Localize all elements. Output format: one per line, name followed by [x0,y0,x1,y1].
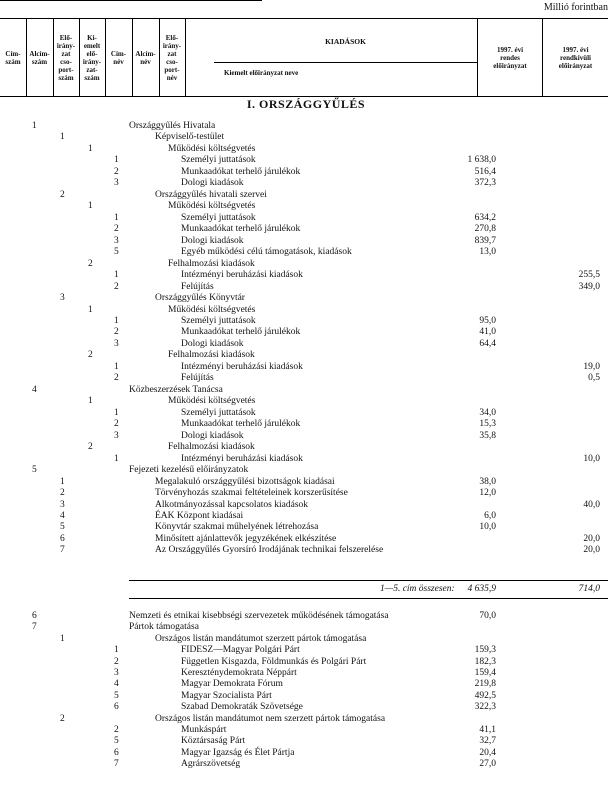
row-label: Törvényhozás szakmai feltételeinek korszerűsítése [155,488,348,499]
ki-number: 2 [114,656,119,667]
row-label: Nemzeti és etnikai kisebbségi szervezetek működésének támogatása [129,611,389,621]
value-1997-rendes: 95,0 [479,315,496,326]
elo-number: 2 [88,350,93,361]
value-1997-rendes: 492,5 [474,690,496,701]
row-label: Agrárszövetség [181,759,241,770]
ki-number: 2 [114,419,119,430]
value-1997-rendes: 6,0 [484,510,496,521]
elo-number: 1 [88,201,93,212]
table-row [0,442,612,453]
col-eloiranyzat-csoport-szam-label: Elő- irány- zat cso- port- szám [56,33,76,82]
row-label: Dologi kiadások [181,430,244,441]
alc-number: 7 [60,545,65,556]
table-row [0,167,612,178]
col-1997-rendes [478,19,543,96]
cim-number: 7 [32,622,37,633]
row-label: Pártok támogatása [129,622,199,633]
col-alcim-szam [26,19,54,96]
table-row [0,190,612,201]
ki-number: 3 [114,430,119,441]
ki-number: 2 [114,725,119,735]
value-1997-rendkivuli: 19,0 [583,361,600,372]
ki-number: 7 [114,759,119,770]
value-1997-rendes: 15,3 [479,419,496,430]
row-label: Munkaadókat terhelő járulékok [181,166,301,177]
value-1997-rendes: 35,8 [479,430,496,441]
value-1997-rendes: 64,4 [479,338,496,349]
row-label: Országgyűlés Könyvtár [155,293,245,304]
value-1997-rendes: 13,0 [479,247,496,258]
table-row [0,419,612,430]
row-label: Felhalmozási kiadások [168,258,255,269]
table-row [0,327,612,338]
col-cim-nev-label: Cím- név [110,49,127,66]
col-eloiranyzat-csoport-szam [53,19,80,96]
value-1997-rendes: 159,4 [474,668,496,678]
value-1997-rendes: 20,4 [479,747,496,758]
total-label: 1—5. cím összesen: [380,584,455,594]
ki-number: 3 [114,338,119,349]
ki-number: 6 [114,702,119,713]
ki-number: 5 [114,247,119,258]
ki-number: 3 [114,178,119,189]
ki-number: 2 [114,224,119,235]
value-1997-rendes: 27,0 [479,759,496,770]
ki-number: 2 [114,166,119,177]
elo-number: 2 [88,442,93,453]
table-row [0,282,612,293]
table-row [0,725,612,736]
ki-number: 3 [114,668,119,678]
row-label: Dologi kiadások [181,235,244,246]
table-row [0,247,612,258]
col-cim-szam-label: Cím- szám [5,49,21,66]
col-alcim-nev-label: Alcím- név [135,49,156,66]
alc-number: 1 [60,476,65,487]
row-label: Országgyűlés hivatali szervei [155,189,267,200]
table-row [0,431,612,442]
table-row [0,645,612,656]
ki-number: 1 [114,212,119,223]
ki-number: 4 [114,679,119,690]
value-1997-rendes: 219,8 [474,679,496,690]
kiemelt-label: Kiemelt előirányzat neve [224,69,299,77]
row-label: Személyi juttatások [181,212,256,223]
value-1997-rendes: 159,3 [474,645,496,656]
row-label: Személyi juttatások [181,407,256,418]
table-row [0,385,612,396]
ki-number: 2 [114,327,119,338]
ki-number: 1 [114,361,119,372]
row-label: FIDESZ—Magyar Polgári Párt [181,645,300,656]
table-row [0,759,612,770]
row-label: Felújítás [181,281,214,292]
elo-number: 2 [88,258,93,269]
table-row [0,511,612,522]
elo-number: 1 [88,396,93,407]
table-row [0,736,612,747]
table-row [0,534,612,545]
value-1997-rendes: 516,4 [474,166,496,177]
value-1997-rendes: 839,7 [474,235,496,246]
table-row [0,545,612,556]
row-label: Munkaadókat terhelő járulékok [181,224,301,235]
kiadasok-header [214,19,478,96]
row-label: Könyvtár szakmai műhelyének létrehozása [155,522,319,533]
row-label: Minősített ajánlattevők jegyzékének elkészítése [155,533,337,544]
row-label: Munkaadókat terhelő járulékok [181,419,301,430]
ki-number: 6 [114,747,119,758]
row-label: Működési költségvetés [168,396,256,407]
table-row [0,362,612,373]
cim-number: 6 [32,611,37,621]
value-1997-rendes: 10,0 [479,522,496,533]
ki-number: 2 [114,281,119,292]
row-label: Független Kisgazda, Földmunkás és Polgári Párt [181,656,367,667]
table-row [0,679,612,690]
col-1997-rendes-label: 1997. évi rendes előirányzat [493,45,527,70]
table-row [0,201,612,212]
row-label: Országos listán mandátumot nem szerzett pártok támogatása [155,713,386,724]
ki-number: 1 [114,453,119,464]
row-label: Felhalmozási kiadások [168,442,255,453]
value-1997-rendes: 182,3 [474,656,496,667]
ki-number: 1 [114,645,119,656]
row-label: Szabad Demokraták Szövetsége [181,702,303,713]
table-row [0,396,612,407]
col-eloiranyzat-csoport-nev [159,19,186,96]
alc-number: 3 [60,293,65,304]
row-label: Dologi kiadások [181,338,244,349]
table-row [0,305,612,316]
row-label: Intézményi beruházási kiadások [181,270,303,281]
table-row [0,714,612,725]
alc-number: 1 [60,633,65,644]
table-row [0,339,612,350]
row-label: Az Országgyűlés Gyorsíró Irodájának technikai felszerelése [155,545,384,556]
col-1997-rendkivuli [543,19,608,96]
row-label: Működési költségvetés [168,143,256,154]
ki-number: 3 [114,235,119,246]
table-row [0,316,612,327]
value-1997-rendes: 12,0 [479,488,496,499]
table-header [0,18,608,97]
total-rule-top [129,580,608,581]
row-label: Felhalmozási kiadások [168,350,255,361]
total-rule-bottom [129,598,608,599]
table-row [0,213,612,224]
alc-number: 2 [60,713,65,724]
row-label: Személyi juttatások [181,315,256,326]
row-label: Egyéb működési célú támogatások, kiadások [181,247,352,258]
value-1997-rendes: 634,2 [474,212,496,223]
table-row [0,522,612,533]
table-row [0,259,612,270]
row-label: Munkáspárt [181,725,227,735]
table-row [0,657,612,668]
alc-number: 5 [60,522,65,533]
row-label: Felújítás [181,373,214,384]
col-cim-szam [0,19,27,96]
alc-number: 2 [60,488,65,499]
ki-number: 1 [114,407,119,418]
value-1997-rendes: 1 638,0 [467,155,496,166]
row-label: Munkaadókat terhelő járulékok [181,327,301,338]
table-row [0,270,612,281]
row-label: ÉAK Központ kiadásai [155,510,244,521]
alc-number: 2 [60,189,65,200]
value-1997-rendkivuli: 10,0 [583,453,600,464]
table-row [0,477,612,488]
row-label: Köztársaság Párt [181,736,246,747]
value-1997-rendkivuli: 20,0 [583,533,600,544]
elo-number: 1 [88,143,93,154]
ki-number: 1 [114,270,119,281]
table-row [0,611,612,622]
value-1997-rendes: 70,0 [479,611,496,621]
value-1997-rendes: 34,0 [479,407,496,418]
row-label: Országos listán mandátumot szerzett pártok támogatása [155,633,367,644]
value-1997-rendes: 41,0 [479,327,496,338]
section-title: I. ORSZÁGGYŰLÉS [246,97,366,111]
value-1997-rendes: 41,1 [479,725,496,735]
table-row [0,236,612,247]
row-label: Dologi kiadások [181,178,244,189]
value-1997-rendes: 322,3 [474,702,496,713]
row-label: Fejezeti kezelésű előirányzatok [129,465,249,476]
col-alcim-szam-label: Alcím- szám [29,49,50,66]
total-1997-rendkivuli: 714,0 [578,584,600,594]
row-label: Alkotmányozással kapcsolatos kiadások [155,499,309,510]
table-row [0,702,612,713]
value-1997-rendkivuli: 20,0 [583,545,600,556]
cim-number: 5 [32,465,37,476]
ki-number: 1 [114,155,119,166]
table-row [0,121,612,132]
cim-number: 4 [32,384,37,395]
value-1997-rendkivuli: 0,5 [588,373,600,384]
table-row [0,622,612,633]
row-label: Közbeszerzések Tanácsa [129,384,223,395]
table-row [0,155,612,166]
table-row [0,178,612,189]
table-row [0,748,612,759]
row-label: Magyar Szocialista Párt [181,690,272,701]
row-label: Személyi juttatások [181,155,256,166]
ki-number: 1 [114,315,119,326]
table-row [0,488,612,499]
total-1997-rendes: 4 635,9 [467,584,496,594]
row-label: Kereszténydemokrata Néppárt [181,668,297,678]
row-label: Intézményi beruházási kiadások [181,361,303,372]
table-row [0,634,612,645]
top-rule [0,0,262,1]
table-row [0,132,612,143]
alc-number: 3 [60,499,65,510]
table-row [0,224,612,235]
row-label: Országgyűlés Hivatala [129,121,216,131]
value-1997-rendes: 270,8 [474,224,496,235]
elo-number: 1 [88,304,93,315]
alc-number: 4 [60,510,65,521]
value-1997-rendes: 38,0 [479,476,496,487]
table-row [0,454,612,465]
row-label: Magyar Demokrata Fórum [181,679,283,690]
col-cim-nev [105,19,133,96]
value-1997-rendkivuli: 349,0 [578,281,600,292]
table-row [0,668,612,679]
value-1997-rendkivuli: 255,5 [578,270,600,281]
table-row [0,691,612,702]
alc-number: 1 [60,132,65,143]
table-row [0,465,612,476]
row-label: Intézményi beruházási kiadások [181,453,303,464]
row-label: Működési költségvetés [168,201,256,212]
value-1997-rendes: 372,3 [474,178,496,189]
ki-number: 5 [114,690,119,701]
table-row [0,350,612,361]
col-eloiranyzat-csoport-nev-label: Elő- irány- zat cso- port- név [162,33,182,82]
table-row [0,373,612,384]
table-row [0,144,612,155]
value-1997-rendes: 32,7 [479,736,496,747]
table-row [0,500,612,511]
col-alcim-nev [132,19,160,96]
ki-number: 2 [114,373,119,384]
kiadasok-label: KIADÁSOK [325,37,366,46]
col-kiemelt-eloiranyzat-szam [79,19,106,96]
unit-label: Millió forintban [543,2,608,13]
row-label: Megalakuló országgyűlési bizottságok kiadásai [155,476,335,487]
table-row [0,408,612,419]
cim-number: 1 [32,121,37,131]
col-1997-rendkivuli-label: 1997. évi rendkívüli előirányzat [558,45,593,70]
col-kiemelt-eloiranyzat-szam-label: Ki- emelt elő- irány- zat- szám [82,33,102,82]
value-1997-rendkivuli: 40,0 [583,499,600,510]
row-label: Működési költségvetés [168,304,256,315]
row-label: Képviselő-testület [155,132,225,143]
row-label: Magyar Igazság és Élet Pártja [181,747,295,758]
ki-number: 5 [114,736,119,747]
table-row [0,293,612,304]
alc-number: 6 [60,533,65,544]
kiadasok-divider [214,62,477,63]
